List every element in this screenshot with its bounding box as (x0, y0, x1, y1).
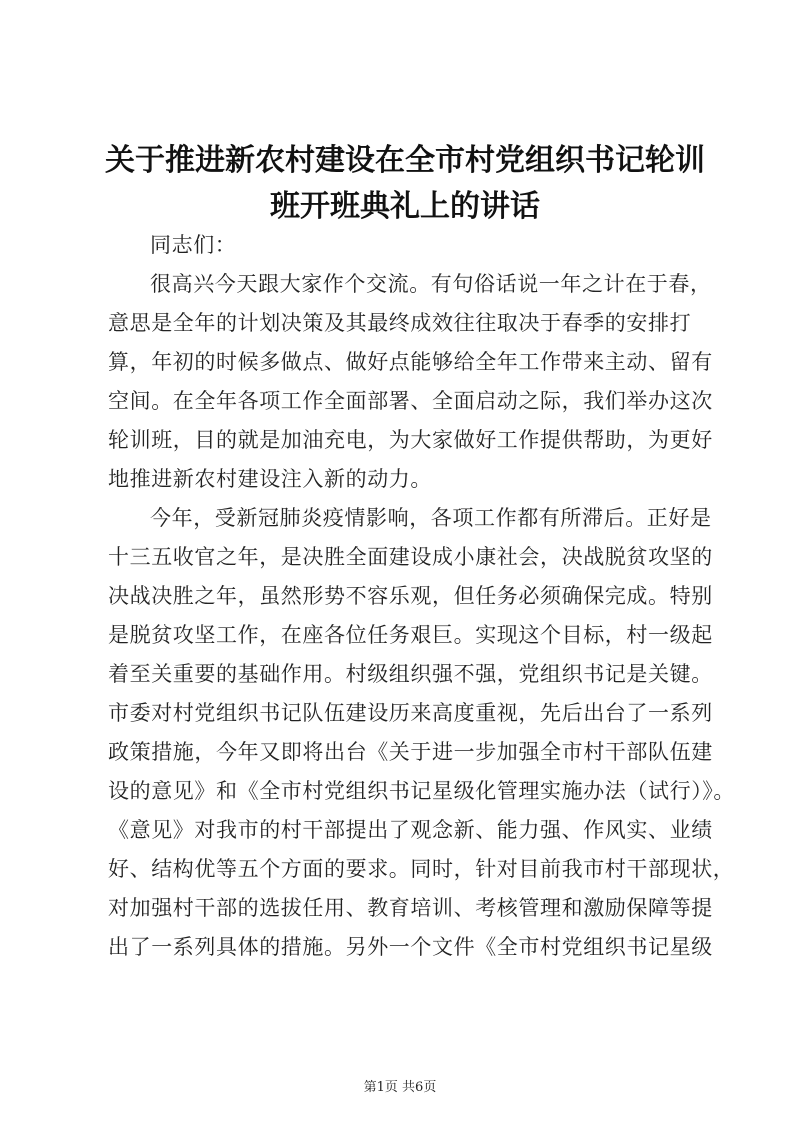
paragraph-line: 对加强村干部的选拔任用、教育培训、考核管理和激励保障等提 (108, 896, 713, 920)
paragraph-line: 《意见》对我市的村干部提出了观念新、能力强、作风实、业绩 (108, 818, 713, 842)
paragraph-line: 政策措施，今年又即将出台《关于进一步加强全市村干部队伍建 (108, 740, 713, 764)
document-title (100, 138, 710, 230)
paragraph-line: 设的意见》和《全市村党组织书记星级化管理实施办法（试行）》。 (108, 779, 735, 803)
paragraph-line: 意思是全年的计划决策及其最终成效往往取决于春季的安排打 (108, 311, 692, 335)
paragraph-line: 算，年初的时候多做点、做好点能够给全年工作带来主动、留有 (108, 350, 713, 374)
page-footer: 第1页 共6页 (363, 1080, 437, 1095)
document-body (108, 226, 735, 967)
salutation: 同志们： (150, 233, 237, 257)
paragraph-line: 出了一系列具体的措施。另外一个文件《全市村党组织书记星级 (108, 935, 713, 959)
paragraph-line: 着至关重要的基础作用。村级组织强不强，党组织书记是关键。 (108, 662, 713, 686)
paragraph-line: 空间。在全年各项工作全面部署、全面启动之际，我们举办这次 (108, 389, 713, 413)
paragraph-line: 轮训班，目的就是加油充电，为大家做好工作提供帮助，为更好 (108, 428, 713, 452)
paragraph-line: 是脱贫攻坚工作，在座各位任务艰巨。实现这个目标，村一级起 (108, 623, 713, 647)
paragraph-line: 十三五收官之年，是决胜全面建设成小康社会，决战脱贫攻坚的 (108, 545, 713, 569)
paragraph-line: 好、结构优等五个方面的要求。同时，针对目前我市村干部现状， (108, 857, 735, 881)
title-line: 关于推进新农村建设在全市村党组织书记轮训 (105, 143, 705, 178)
paragraph-line: 市委对村党组织书记队伍建设历来高度重视，先后出台了一系列 (108, 701, 713, 725)
title-line: 班开班典礼上的讲话 (270, 189, 540, 224)
paragraph-line: 今年，受新冠肺炎疫情影响，各项工作都有所滞后。正好是 (150, 506, 712, 530)
paragraph-line: 地推进新农村建设注入新的动力。 (108, 467, 432, 491)
paragraph-line: 决战决胜之年，虽然形势不容乐观，但任务必须确保完成。特别 (108, 584, 713, 608)
paragraph-line: 很高兴今天跟大家作个交流。有句俗话说一年之计在于春， (150, 272, 712, 296)
